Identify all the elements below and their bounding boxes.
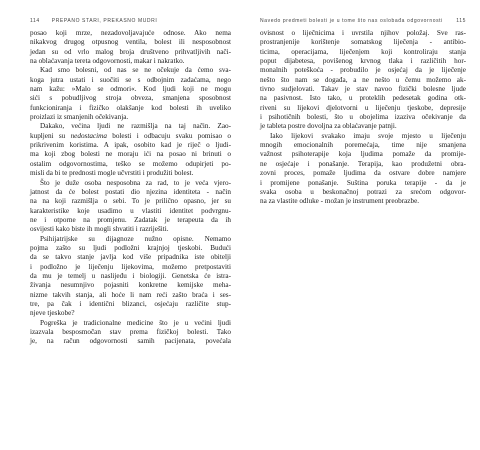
text-line: prikrivenim koristima. A ipak, osobito kad je riječ o ljudi- [30,141,231,150]
text-line: i promijene ponašanje. Suština poruka terapije - da je [260,178,466,187]
text-line: nikakvog drugog otpusnog ventila, bolest ili nesposobnost [30,38,231,47]
text-line: na na koji razmišlja o sebi. To je prilično opasno, jer su [30,197,231,206]
text-line: prostranjenije korištenje somatskog liječenja - antibio- [260,38,466,47]
text-line: da se takvo stanje javlja kod više pripadnika iste obitelji [30,253,231,262]
text-line: na za vlastite odluke - možan je instrument preobrazbe. [260,197,420,206]
text-line: Psihijatrijske su dijagnoze nužno opisne. Nemamo [40,234,231,243]
text-line: sići s pobudljivog stroja obveza, smanjena sposobnost [30,94,231,103]
text-line: tivno sudjelovati. Takav je stav navoo fizički bolesne ljude [260,85,466,94]
text-line: funkcioniranja i fizičko olakšanje kod bolesti ih uveliko [30,103,231,112]
right-page [240,0,480,450]
text-line: jatnost da će bolest postati dio njezina identiteta - način [30,187,231,196]
text-line: Iako lijekovi svakako imaju svoje mjesto u liječenju [270,131,466,140]
text-line: Pogreška je tradicionalne medicine što je u većini ljudi [40,318,231,327]
left-body-text [30,29,231,347]
text-line-with-italic: kupljeni su nedostacima bolesti i odbacuju svaku pomisao o [30,131,232,140]
text-line: da mu je temelj u naslijeđu i biologiji. Genetska će istra- [30,271,231,280]
text-line: ma koji zbog bolesti ne moraju ići na posao ni brinuti o [30,150,231,159]
text-line: karakteristike koje usadimo u vlastiti identitet podvrgnu- [30,206,231,215]
text-line: ne i otporne na promjenu. Zadatak je terapeuta da ih [30,215,231,224]
text-line: svaka osoba u beskonačnoj potrazi za srećom odgovor- [260,187,466,196]
text-line: na oblaćavanja tereta odgovornosti, makar i nakratko. [30,57,185,66]
left-running-title: PREPANO STARI, PREKASNO MUDRI [51,18,158,24]
text-line: koga jutra ustati i suočiti se s odbojnim zadaćama, nego [30,75,231,84]
text-line: posao koji mrze, nezadovoljavajuće odnose. Ako nema [30,29,231,37]
text-line: Dakako, većina ljudi ne razmišlja na taj način. Zao- [40,122,231,131]
right-page-number: 115 [456,18,466,24]
text-line: nešto što nam se događa, a ne nešto u čemu možemo ak- [260,75,466,84]
text-line: tre, pa čak i identični blizanci, osjećaju različite stup- [30,299,231,308]
text-line: izazvala besposmočan stav prema fizičkoj bolesti. Tako [30,328,231,336]
right-body-text [260,29,466,207]
text-line: njeve tjeskobe? [30,309,75,318]
text-line: zovni proces, pomaže ljudima da ostvare dobre namjere [260,169,466,178]
text-line: osvijesti kako biste ih mogli shvatiti i razriješiti. [30,225,169,234]
text-line: Što je duže osoba nesposobna za rad, to je veća vjero- [40,178,231,187]
text-line: ne osjećaje i ponašanje. Terapija, kao produžetni obra- [260,159,466,168]
text-line: jedan su od vrlo malog broja društveno prihvatljivih nači- [30,47,231,56]
text-line: nizme takvih stanja, ali hoće li nam reći zašto braća i ses- [30,290,231,299]
right-running-head [260,18,466,26]
text-line: riveni su lijekovi djelotvorni u liječenju tjeskobe, depresije [260,103,466,112]
left-page-number: 114 [30,18,40,24]
text-line: živanja nesumnjivo pojasniti konkretne kemijske meha- [30,281,231,290]
text-line: ovisnost o liječnicima i uvrstila njihov položaj. Sve ras- [260,29,466,37]
text-line: pojma zašto su ljudi podložni krajnjoj tjeskobi. Budući [30,243,231,252]
text-line: na pasivnost. Isto tako, u proteklih pedesetak godina otk- [260,94,466,103]
text-line: i podložno je liječenju lijekovima, možemo pretpostaviti [30,262,231,271]
text-line: Kad smo bolesni, od nas se ne očekuje da ćemo sva- [40,66,231,75]
text-line: ticima, operacijama, liječenjem koji kontroliraju stanja [260,47,466,56]
text-line: proizlazi iz smanjenih očekivanja. [30,113,129,122]
text-line: i psihotičnih bolesti, što u obojelima izaziva očekivanje da [260,113,466,122]
left-running-head [30,18,231,26]
right-running-title: Navedo predmeti bolesti je u tome što nas oslobađa odgovornosti [260,18,443,24]
text-line: ostalim odgovornostima, teško se možemo odupirjeti po- [30,159,231,168]
text-line: je tableta postre dovoljna za oblaćavanje patnji. [260,122,397,131]
italic-word: nedostacima [70,131,107,140]
text-line: važnost psihoterapije koja ljudima pomaže da promije- [260,150,466,159]
text-line: nam kažu: »Malo se odmori«. Kod ljudi koji ne mogu [30,85,231,94]
text-line: je, na račun odgovornosti samih pacijenata, povećala [30,337,231,346]
text-line: misli da bi te prednosti mogle učvrstiti i produžiti bolest. [30,169,194,178]
text-line: mnogih emocionalnih poremećaja, time nije smanjena [260,141,466,150]
text-line: monalnih poteškoća - probudilo je osjećaj da je liječenje [260,66,466,75]
text-line: poput dijabetesa, povišenog krvnog tlaka i različitih hor- [260,57,466,66]
